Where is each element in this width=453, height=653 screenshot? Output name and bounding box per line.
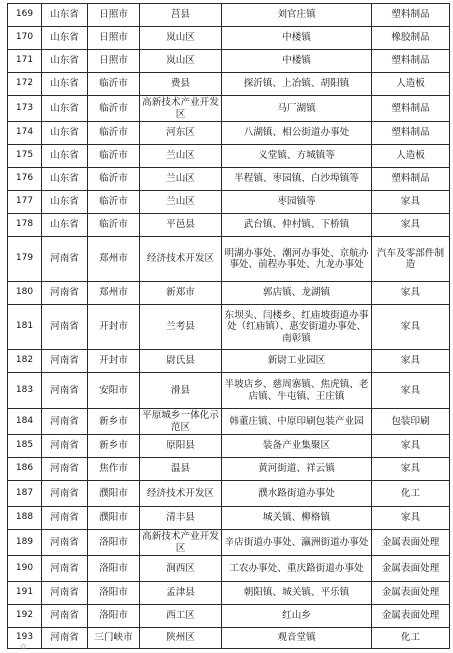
cell-industry: 金属表面处理 (372, 605, 450, 628)
cell-number: 170 (8, 27, 42, 50)
cell-county: 西工区 (140, 605, 222, 628)
cell-province: 山东省 (42, 73, 88, 96)
cell-number: 182 (8, 350, 42, 373)
cell-city: 洛阳市 (88, 605, 140, 628)
cell-county: 孟津县 (140, 582, 222, 605)
cell-county: 平原城乡一体化示范区 (140, 409, 222, 435)
cell-city: 临沂市 (88, 145, 140, 168)
cell-county: 莒县 (140, 4, 222, 27)
cell-province: 山东省 (42, 145, 88, 168)
enterprise-cluster-table (7, 3, 450, 649)
cell-province: 山东省 (42, 191, 88, 214)
cell-city: 临沂市 (88, 73, 140, 96)
cell-number: 184 (8, 409, 42, 435)
cell-city: 郑州市 (88, 237, 140, 282)
cell-county: 原阳县 (140, 435, 222, 458)
cell-county: 清丰县 (140, 507, 222, 530)
cell-number: 191 (8, 582, 42, 605)
cell-city: 焦作市 (88, 458, 140, 481)
cell-industry: 家具 (372, 305, 450, 350)
table-row (8, 168, 450, 191)
cell-city: 洛阳市 (88, 582, 140, 605)
cell-county: 陕州区 (140, 628, 222, 649)
cell-city: 临沂市 (88, 214, 140, 237)
cell-industry: 家具 (372, 214, 450, 237)
table-row (8, 435, 450, 458)
cell-number: 181 (8, 305, 42, 350)
cell-towns: 东坝头、闫楼乡、红庙坡街道办事处（红庙镇）、惠安街道办事处、南彰镇 (222, 305, 372, 350)
cell-city: 日照市 (88, 4, 140, 27)
cell-towns: 观音堂镇 (222, 628, 372, 649)
cell-towns: 黄河街道、祥云镇 (222, 458, 372, 481)
table-body (8, 4, 450, 649)
cell-towns: 马厂湖镇 (222, 96, 372, 122)
cell-number: 190 (8, 556, 42, 582)
cell-industry: 橡胶制品 (372, 27, 450, 50)
cell-county: 平邑县 (140, 214, 222, 237)
table-row (8, 605, 450, 628)
cell-number: 173 (8, 96, 42, 122)
cell-number: 183 (8, 373, 42, 409)
cell-county: 温县 (140, 458, 222, 481)
cell-city: 安阳市 (88, 373, 140, 409)
cell-industry: 人造板 (372, 145, 450, 168)
cell-number: 188 (8, 507, 42, 530)
cell-province: 山东省 (42, 27, 88, 50)
cell-number: 177 (8, 191, 42, 214)
cell-towns: 武台镇、仲村镇、下桥镇 (222, 214, 372, 237)
cell-county: 兰山区 (140, 168, 222, 191)
cell-towns: 中楼镇 (222, 50, 372, 73)
cell-city: 三门峡市 (88, 628, 140, 649)
cell-industry: 人造板 (372, 73, 450, 96)
cell-city: 临沂市 (88, 122, 140, 145)
cell-province: 河南省 (42, 282, 88, 305)
table-row (8, 214, 450, 237)
cell-towns: 义堂镇、方城镇等 (222, 145, 372, 168)
cell-number: 175 (8, 145, 42, 168)
cell-county: 滑县 (140, 373, 222, 409)
cell-towns: 刘官庄镇 (222, 4, 372, 27)
cell-industry: 家具 (372, 191, 450, 214)
table-row (8, 191, 450, 214)
table-row (8, 122, 450, 145)
cell-number: 185 (8, 435, 42, 458)
cell-towns: 城关镇、柳格镇 (222, 507, 372, 530)
cell-city: 郑州市 (88, 282, 140, 305)
table-row (8, 556, 450, 582)
cell-industry: 金属表面处理 (372, 582, 450, 605)
cell-towns: 郭店镇、龙湖镇 (222, 282, 372, 305)
cell-county: 尉氏县 (140, 350, 222, 373)
cell-city: 日照市 (88, 27, 140, 50)
cell-province: 河南省 (42, 237, 88, 282)
cell-number: 193 (8, 628, 42, 649)
cell-number: 176 (8, 168, 42, 191)
cell-province: 河南省 (42, 582, 88, 605)
cell-county: 岚山区 (140, 50, 222, 73)
cell-number: 178 (8, 214, 42, 237)
cell-province: 河南省 (42, 373, 88, 409)
cell-county: 河东区 (140, 122, 222, 145)
cell-county: 高新技术产业开发区 (140, 96, 222, 122)
cell-number: 187 (8, 481, 42, 507)
cell-towns: 红山乡 (222, 605, 372, 628)
watermark-logo: ✿ (20, 642, 27, 651)
table-row (8, 582, 450, 605)
cell-industry: 化工 (372, 481, 450, 507)
cell-city: 开封市 (88, 305, 140, 350)
cell-county: 新郑市 (140, 282, 222, 305)
cell-city: 新乡市 (88, 409, 140, 435)
cell-county: 兰考县 (140, 305, 222, 350)
cell-towns: 探沂镇、上冶镇、胡阳镇 (222, 73, 372, 96)
cell-province: 河南省 (42, 605, 88, 628)
cell-province: 山东省 (42, 168, 88, 191)
cell-industry: 家具 (372, 507, 450, 530)
table-row (8, 409, 450, 435)
cell-industry: 家具 (372, 350, 450, 373)
cell-industry: 塑料制品 (372, 122, 450, 145)
cell-industry: 金属表面处理 (372, 530, 450, 556)
cell-province: 河南省 (42, 409, 88, 435)
cell-towns: 新尉工业园区 (222, 350, 372, 373)
cell-towns: 半坡店乡、慈周寨镇、焦虎镇、老店镇、牛屯镇、王庄镇 (222, 373, 372, 409)
cell-county: 兰山区 (140, 191, 222, 214)
table-container (7, 3, 449, 649)
table-row (8, 145, 450, 168)
cell-industry: 家具 (372, 458, 450, 481)
cell-number: 171 (8, 50, 42, 73)
table-row (8, 530, 450, 556)
cell-city: 洛阳市 (88, 556, 140, 582)
table-row (8, 50, 450, 73)
table-row (8, 27, 450, 50)
cell-number: 189 (8, 530, 42, 556)
cell-province: 河南省 (42, 458, 88, 481)
cell-county: 岚山区 (140, 27, 222, 50)
table-row (8, 458, 450, 481)
cell-industry: 包装印刷 (372, 409, 450, 435)
cell-city: 临沂市 (88, 168, 140, 191)
cell-industry: 塑料制品 (372, 50, 450, 73)
cell-towns: 辛店街道办事处、瀛洲街道办事处 (222, 530, 372, 556)
cell-city: 新乡市 (88, 435, 140, 458)
cell-industry: 金属表面处理 (372, 556, 450, 582)
cell-county: 经济技术开发区 (140, 481, 222, 507)
cell-number: 186 (8, 458, 42, 481)
cell-county: 经济技术开发区 (140, 237, 222, 282)
cell-number: 179 (8, 237, 42, 282)
table-row (8, 282, 450, 305)
cell-province: 河南省 (42, 350, 88, 373)
cell-city: 洛阳市 (88, 530, 140, 556)
cell-industry: 家具 (372, 373, 450, 409)
cell-province: 山东省 (42, 4, 88, 27)
table-row (8, 350, 450, 373)
cell-towns: 明湖办事处、潮河办事处、京航办事处、前程办事处、九龙办事处 (222, 237, 372, 282)
cell-province: 山东省 (42, 214, 88, 237)
cell-number: 169 (8, 4, 42, 27)
cell-industry: 塑料制品 (372, 168, 450, 191)
cell-province: 河南省 (42, 435, 88, 458)
cell-province: 山东省 (42, 96, 88, 122)
cell-city: 濮阳市 (88, 481, 140, 507)
cell-city: 临沂市 (88, 191, 140, 214)
table-row (8, 96, 450, 122)
cell-towns: 装备产业集聚区 (222, 435, 372, 458)
table-row (8, 628, 450, 649)
cell-county: 费县 (140, 73, 222, 96)
cell-county: 兰山区 (140, 145, 222, 168)
cell-county: 涧西区 (140, 556, 222, 582)
cell-industry: 汽车及零部件制造 (372, 237, 450, 282)
cell-province: 河南省 (42, 305, 88, 350)
cell-number: 174 (8, 122, 42, 145)
cell-city: 临沂市 (88, 96, 140, 122)
table-row (8, 481, 450, 507)
cell-industry: 塑料制品 (372, 96, 450, 122)
cell-industry: 家具 (372, 282, 450, 305)
cell-towns: 濮水路街道办事处 (222, 481, 372, 507)
cell-towns: 半程镇、枣园镇、白沙埠镇等 (222, 168, 372, 191)
cell-industry: 家具 (372, 435, 450, 458)
cell-province: 山东省 (42, 50, 88, 73)
cell-city: 开封市 (88, 350, 140, 373)
table-row (8, 305, 450, 350)
cell-province: 河南省 (42, 507, 88, 530)
cell-towns: 韩董庄镇、中原印刷包装产业园 (222, 409, 372, 435)
table-row (8, 73, 450, 96)
cell-towns: 朝阳镇、城关镇、平乐镇 (222, 582, 372, 605)
cell-county: 高新技术产业开发区 (140, 530, 222, 556)
cell-number: 172 (8, 73, 42, 96)
cell-towns: 工农办事处、重庆路街道办事处 (222, 556, 372, 582)
cell-province: 河南省 (42, 556, 88, 582)
cell-number: 180 (8, 282, 42, 305)
cell-province: 河南省 (42, 481, 88, 507)
table-row (8, 4, 450, 27)
cell-province: 山东省 (42, 122, 88, 145)
table-row (8, 507, 450, 530)
cell-towns: 枣园镇等 (222, 191, 372, 214)
cell-towns: 中楼镇 (222, 27, 372, 50)
cell-province: 河南省 (42, 628, 88, 649)
cell-city: 濮阳市 (88, 507, 140, 530)
cell-industry: 塑料制品 (372, 4, 450, 27)
table-row (8, 237, 450, 282)
table-row (8, 373, 450, 409)
cell-towns: 八湖镇、相公街道办事处 (222, 122, 372, 145)
cell-number: 192 (8, 605, 42, 628)
cell-city: 日照市 (88, 50, 140, 73)
cell-industry: 化工 (372, 628, 450, 649)
cell-province: 河南省 (42, 530, 88, 556)
